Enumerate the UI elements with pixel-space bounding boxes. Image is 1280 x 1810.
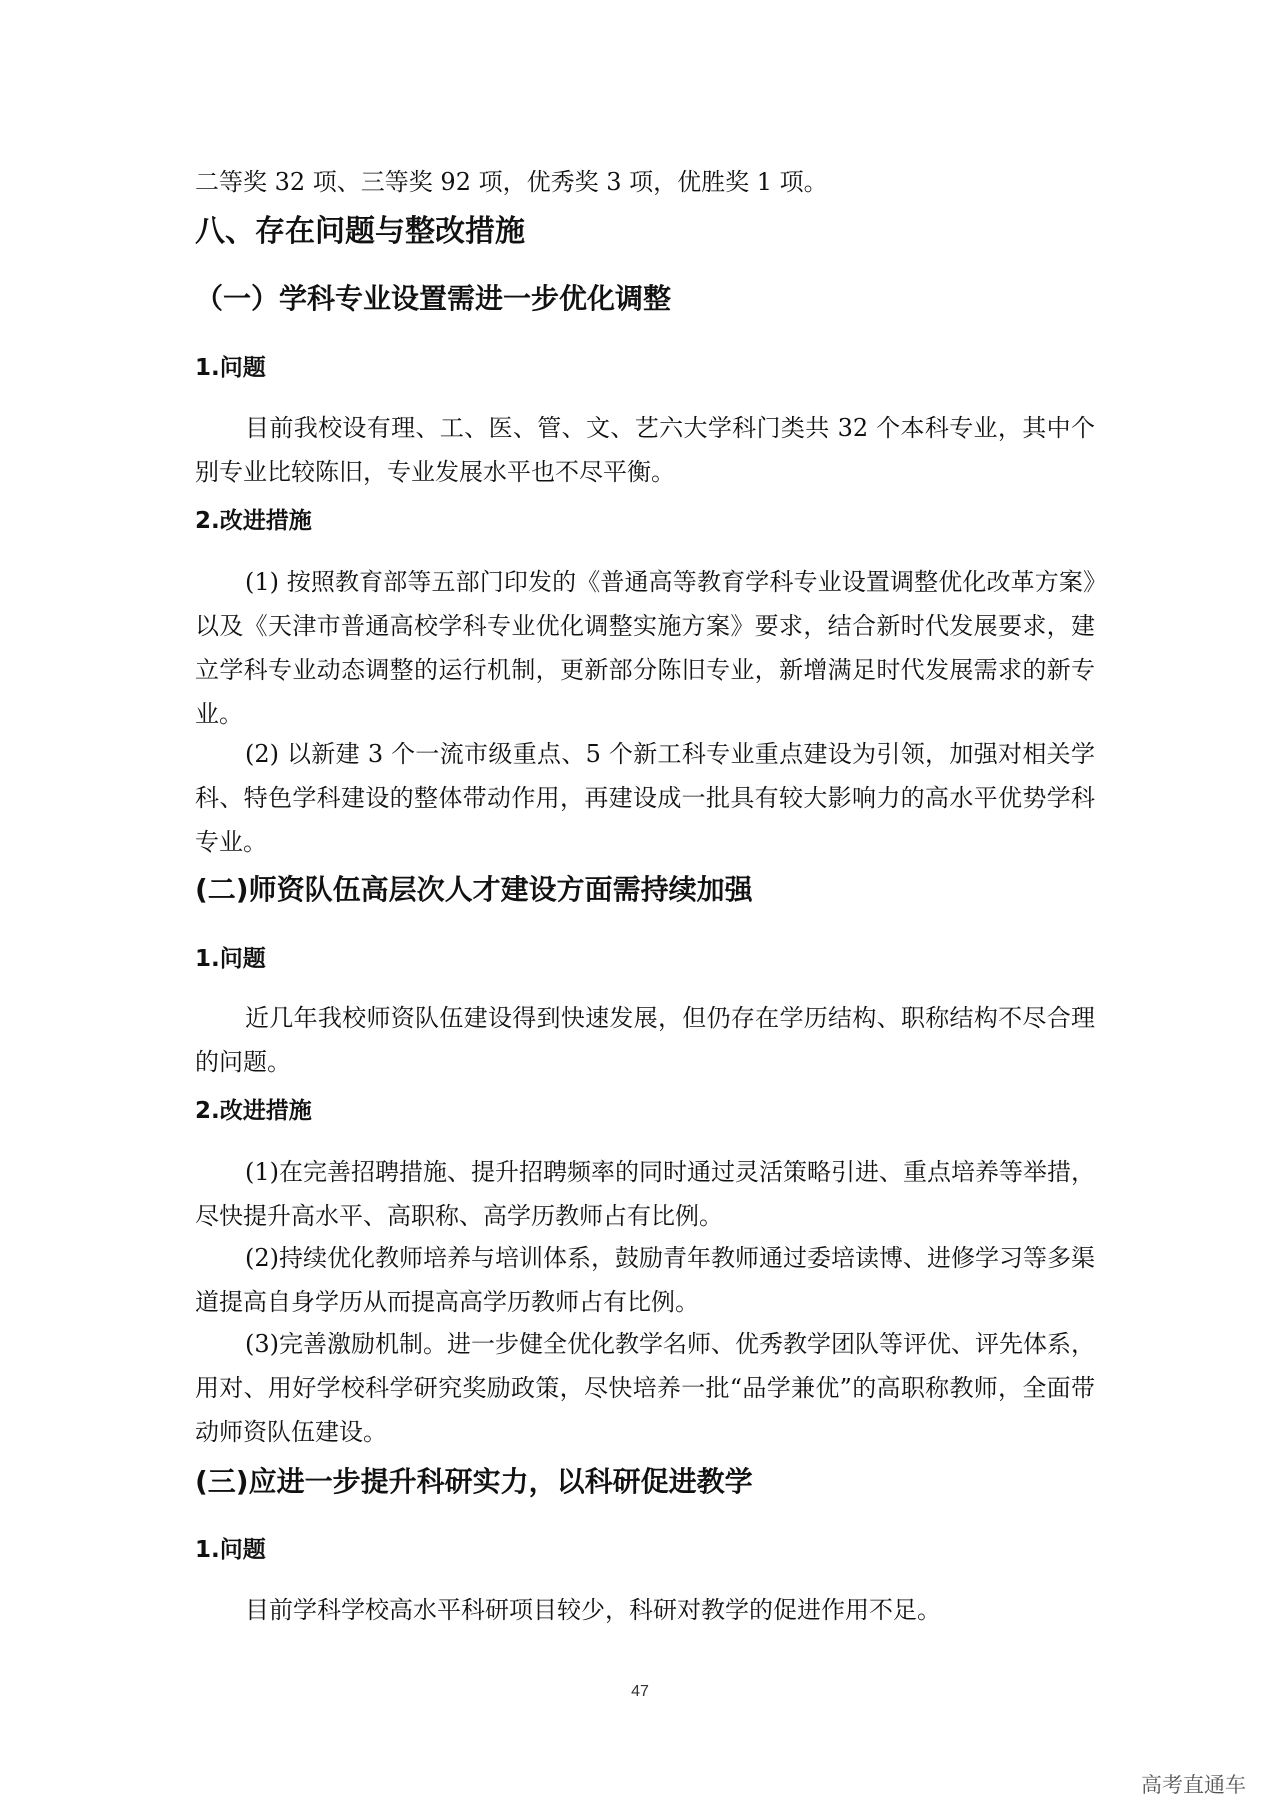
subsection-heading: (三)应进一步提升科研实力，以科研促进教学: [195, 1465, 753, 1498]
watermark-text: 高考直通车: [1141, 1773, 1246, 1797]
measures-label: 2.改进措施: [195, 1098, 312, 1124]
problem-label: 1.问题: [195, 1537, 266, 1563]
measures-label: 2.改进措施: [195, 508, 312, 534]
page-number: 47: [631, 1683, 649, 1700]
problem-label: 1.问题: [195, 946, 266, 972]
problem-paragraph: 目前我校设有理、工、医、管、文、艺六大学科门类共 32 个本科专业，其中个别专业比较陈旧，专业发展水平也不尽平衡。: [195, 414, 1095, 486]
measure-paragraph: (1) 按照教育部等五部门印发的《普通高等教育学科专业设置调整优化改革方案》以及《天津市普通高校学科专业优化调整实施方案》要求，结合新时代发展要求，建立学科专业动态调整的运行机制，更新部分陈旧专业，新增满足时代发展需求的新专业。: [195, 568, 1095, 728]
measure-paragraph: (1)在完善招聘措施、提升招聘频率的同时通过灵活策略引进、重点培养等举措，尽快提升高水平、高职称、高学历教师占有比例。: [195, 1158, 1095, 1230]
measure-paragraph: (2) 以新建 3 个一流市级重点、5 个新工科专业重点建设为引领，加强对相关学科、特色学科建设的整体带动作用，再建设成一批具有较大影响力的高水平优势学科专业。: [195, 740, 1095, 856]
problem-paragraph: 目前学科学校高水平科研项目较少，科研对教学的促进作用不足。: [245, 1596, 941, 1624]
measure-paragraph: (3)完善激励机制。进一步健全优化教学名师、优秀教学团队等评优、评先体系，用对、用好学校科学研究奖励政策，尽快培养一批“品学兼优”的高职称教师，全面带动师资队伍建设。: [195, 1330, 1095, 1446]
problem-label: 1.问题: [195, 355, 266, 381]
continued-paragraph: 二等奖 32 项、三等奖 92 项，优秀奖 3 项，优胜奖 1 项。: [195, 168, 828, 196]
subsection-heading: （一）学科专业设置需进一步优化调整: [195, 282, 672, 315]
section-heading: 八、存在问题与整改措施: [195, 214, 525, 249]
measure-paragraph: (2)持续优化教师培养与培训体系，鼓励青年教师通过委培读博、进修学习等多渠道提高自身学历从而提高高学历教师占有比例。: [195, 1244, 1095, 1316]
problem-paragraph: 近几年我校师资队伍建设得到快速发展，但仍存在学历结构、职称结构不尽合理的问题。: [195, 1004, 1095, 1076]
subsection-heading: (二)师资队伍高层次人才建设方面需持续加强: [195, 873, 753, 906]
